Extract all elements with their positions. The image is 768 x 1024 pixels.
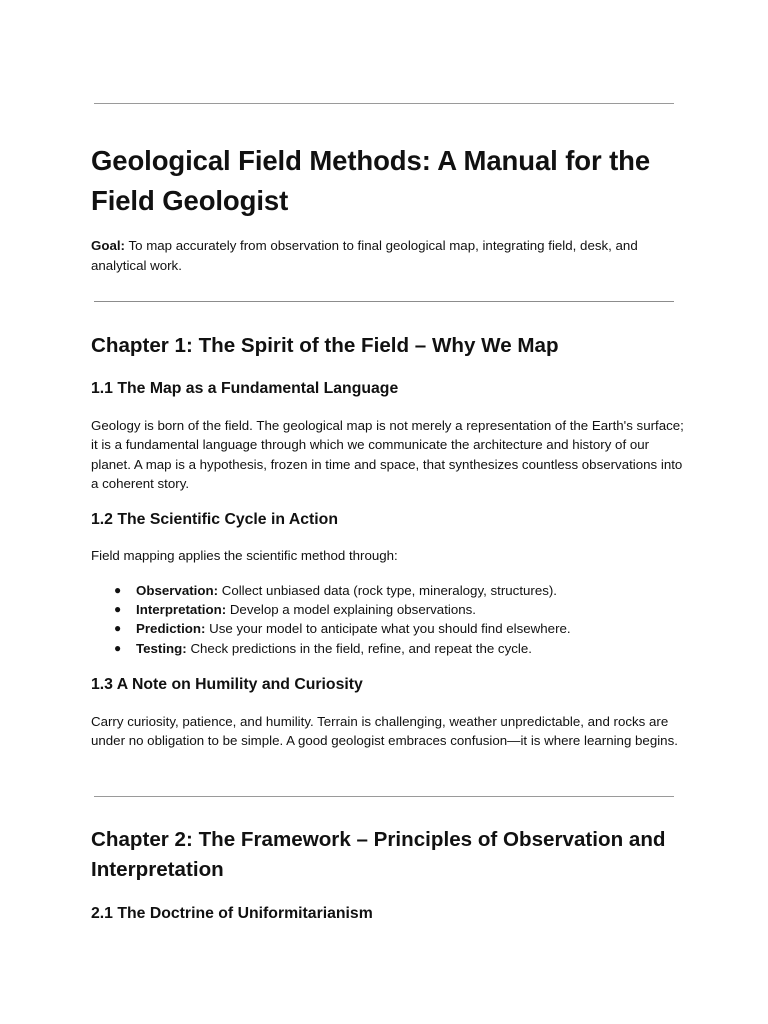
list-item-text: Collect unbiased data (rock type, mineralogy, structures). [221,583,557,598]
bullet-icon: ● [114,583,122,597]
list-item [91,581,691,600]
horizontal-rule [94,796,674,797]
bullet-icon: ● [114,621,122,636]
list-item-label: Prediction: [136,621,206,637]
horizontal-rule [94,301,674,302]
bullet-icon: ● [114,602,122,617]
list-item [91,600,691,619]
list-item-text: Develop a model explaining observations. [229,602,476,618]
list-item [91,619,691,638]
bullet-icon: ● [114,640,122,655]
section-1-3-paragraph: Carry curiosity, patience, and humility. Terrain is challenging, weather unpredictable, and rocks are under no obligation to be simple. A good geologist embraces confusion—it is where learning begins. [91,714,678,749]
section-1-1-heading: 1.1 The Map as a Fundamental Language [91,380,399,397]
list-item [91,639,691,658]
list-item-label: Observation: [136,583,219,598]
goal-statement [91,236,691,275]
document-title: Geological Field Methods: A Manual for the Field Geologist [91,145,651,216]
section-2-1-heading: 2.1 The Doctrine of Uniformitarianism [91,905,373,922]
list-item-text: Use your model to anticipate what you should find elsewhere. [209,621,571,637]
list-item-label: Testing: [136,640,187,656]
section-1-1-paragraph: Geology is born of the field. The geological map is not merely a representation of the Earth's surface; it is a fundamental language through which we communicate the architecture and history of our planet. A map is a hypothesis, frozen in time and space, that synthesizes countless observations into a coherent story. [91,418,684,492]
list-item-label: Interpretation: [136,602,227,618]
section-1-3-heading: 1.3 A Note on Humility and Curiosity [91,676,363,693]
chapter-1-heading: Chapter 1: The Spirit of the Field – Why We Map [91,334,559,357]
section-1-2-heading: 1.2 The Scientific Cycle in Action [91,511,338,528]
horizontal-rule [94,103,674,104]
goal-label: Goal: [91,238,125,253]
goal-text: To map accurately from observation to final geological map, integrating field, desk, and analytical work. [91,238,638,273]
section-1-2-intro: Field mapping applies the scientific method through: [91,548,398,563]
scientific-cycle-list [91,581,691,658]
list-item-text: Check predictions in the field, refine, and repeat the cycle. [190,640,532,656]
chapter-2-heading: Chapter 2: The Framework – Principles of Observation and Interpretation [91,828,666,881]
